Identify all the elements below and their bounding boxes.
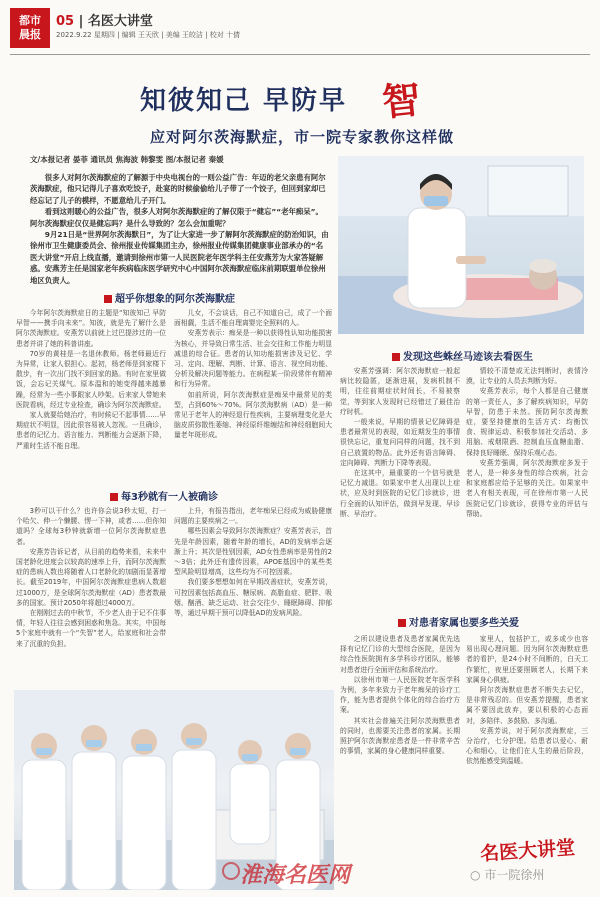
section-marker-icon: [110, 493, 118, 501]
section-title-text: 对患者家属也要多些关爱: [409, 618, 519, 629]
section-logo: 名医大讲堂: [479, 836, 576, 866]
section-title-text: 每3秒就有一人被确诊: [121, 492, 218, 503]
masthead: [10, 8, 590, 54]
body-paragraph: 在刚刚过去的中秋节，不少老人由于记不住事情，年轻人往往会感到困惑和焦急。其实，中国每5个家庭中就有一个“失智”老人，给家庭和社会带来了沉重的负担。: [16, 609, 166, 648]
body-paragraph: 3秒可以干什么？也许你会说3秒太短，打一个哈欠、伸一个懒腰、愣一下神，或者……但你知道吗？全球每3秒钟就新增一位阿尔茨海默症患者。: [16, 507, 166, 546]
page-header: [56, 10, 153, 29]
body-paragraph: 在这其中，最重要的一个信号就是记忆力减退。如果家中老人出现以上症状，应及时到医院的记忆门诊就诊，进行全面的认知评估，做到早发现、早诊断、早治疗。: [340, 469, 460, 518]
body-paragraph: 安燕芳表示，每个人都是自己健康的第一责任人，多了解疾病知识，早防早智，防患于未然。预防阿尔茨海默症，要坚持健康的生活方式：均衡饮食、规律运动、积极参加社交活动、多用脑、戒烟限酒、控制血压血糖血脂、保持良好睡眠、保持乐观心态。: [466, 387, 588, 457]
watermark-site-name: 淮海名医网: [240, 862, 351, 888]
lead-paragraph: 9月21日是“世界阿尔茨海默日”，为了让大家进一步了解阿尔茨海默症的防治知识，由徐州市卫生健康委员会、徐州报业传媒集团主办，徐州报业传媒集团健康事业部承办的“名医大讲堂”开启上线直播，邀请到徐州市第一人民医院老年医学科主任安燕芳为大家答疑解惑。安燕芳主任是国家老年疾病临床医学研究中心中国阿尔茨海默症临床前期联盟单位徐州地区负责人。: [30, 230, 329, 285]
column-c: [16, 506, 166, 686]
column-h: [466, 634, 588, 834]
section-marker-icon: [398, 619, 406, 627]
column-e: [340, 366, 460, 606]
body-paragraph: 今年阿尔茨海默症日的主题是“知彼知己 早防早智——携手向未来”。知彼，就是先了解什么是阿尔茨海默症。安燕芳以前就上过巴提涉过的一位患者并讲了她的科普讲座。: [16, 309, 166, 348]
body-paragraph: 如前所说，阿尔茨海默症是痴呆中最常见的类型，占到60%～70%。阿尔茨海默病（AD）是一种常见于老年人的神经退行性疾病，主要病理变化是大脑皮质弥散性萎缩、神经原纤维缠结和神经细胞间大量老年斑形成。: [174, 390, 332, 440]
body-paragraph: 之所以建设患者及患者家属优先选择有记忆门诊的大型综合医院，是因为综合性医院拥有多学科诊疗团队，能够对患者进行全面评估和系统治疗。: [340, 635, 460, 674]
body-paragraph: 70岁的黄桂是一名退休教师。杨老师最近行为异常，让家人很担心。起初，杨老师是到家楼下散步，有一次出门找不到回家的路。有时在家里做饭，会忘记关煤气。原本温和的她变得越来越暴躁，经常为一些小事跟家人吵架。后来家人带她来医院看病，经过专业检查，确诊为阿尔茨海默症。: [16, 349, 166, 409]
column-f: [466, 366, 588, 606]
watermark-account-name: 市一院徐州: [484, 868, 545, 882]
body-paragraph: 阿尔茨海默症患者不断失去记忆，是非常残忍的。但安燕芳提醒，患者家属不要因此放弃，要以积极的心态面对，多陪伴、多鼓励、多沟通。: [466, 686, 588, 725]
section-title-3: [392, 348, 533, 363]
body-paragraph: 我们要多想想如何在早期改善症状，安燕芳说，可控因素包括高血压、糖尿病、高脂血症、肥胖、吸烟、酗酒、缺乏运动、社会交往少、睡眠障碍、抑郁等，通过早期干预可以降低AD的发病风险。: [174, 578, 332, 618]
lead-text: [30, 172, 330, 286]
body-paragraph: 安燕芳说，对于阿尔茨海默症，三分治疗，七分护理。给患者以爱心、耐心和细心，让他们在人生的最后阶段，依然能感受到温暖。: [466, 726, 588, 766]
headline-accent-character: 智: [380, 76, 423, 125]
headline-main: 知彼知己 早防早: [140, 86, 348, 116]
section-title-text: 发现这些蛛丝马迹该去看医生: [403, 352, 533, 363]
column-a: [16, 308, 166, 451]
body-paragraph: 其实社会普遍关注阿尔茨海默患者的同时，也需要关注患者的家属。长期照护阿尔茨海默症患者是一件非常辛苦的事情，家属的身心健康同样重要。: [340, 716, 460, 756]
body-paragraph: 安燕芳强调：阿尔茨海默症一般起病比较隐匿，逐渐进展，发病机制不明，往往前期症状时间长，不易被察觉，等到家人发现时已经错过了最佳治疗时机。: [340, 367, 460, 416]
body-paragraph: 家人就要给她治疗，有时候记不起事情……早期症状不明显，因此很容易被人忽视。一旦确诊，患者的记忆力、语言能力、判断能力会逐渐下降，严重时生活不能自理。: [16, 411, 166, 450]
body-paragraph: 情较不清楚或无法判断时，表情冷漠，让专业的人员去判断为好。: [466, 367, 588, 386]
body-paragraph: 儿女，不会谈话，自己不知道自己，成了一个面面相觑，生活不能自理离婴完全照料的人。: [174, 309, 332, 328]
newspaper-logo: [10, 8, 50, 48]
section-title-text: 超乎你想象的阿尔茨海默症: [115, 294, 235, 305]
section-marker-icon: [392, 353, 400, 361]
section-marker-icon: [104, 295, 112, 303]
section-name: 名医大讲堂: [87, 14, 153, 29]
body-paragraph: 以徐州市第一人民医院老年医学科为例，多年来致力于老年痴呆的诊疗工作，能为患者提供个体化的综合治疗方案。: [340, 675, 460, 715]
page-divider-bar: |: [78, 14, 88, 29]
column-b: [174, 308, 332, 441]
body-paragraph: 安燕芳表示：痴呆是一种以获得性认知功能损害为核心，并导致日常生活、社会交往和工作能力明显减退的综合征。患者的认知功能损害涉及记忆、学习、定向、理解、判断、计算、语言、视空间功能、分析及解决问题等能力。在病程某一阶段常伴有精神和行为异常。: [174, 329, 332, 389]
body-paragraph: 安燕芳强调，阿尔茨海默症多发于老人，是一种多身性的综合疾病，社会和家庭都应给予足够的关注。如果家中老人有相关表现，可在徐州市第一人民医院记忆门诊就诊，获得专业的评估与帮助。: [466, 458, 588, 518]
section-title-1: [104, 290, 235, 305]
body-paragraph: 哪些因素会导致阿尔茨海默症？安燕芳表示，首先是年龄因素，随着年龄的增长，AD的发病率会逐渐上升；其次是性别因素，AD女性患病率是男性的2～3倍；此外还有遗传因素，APOE基因中的某些类型风险明显增高，这些均为不可控因素。: [174, 527, 332, 577]
section-title-2: [110, 488, 218, 503]
logo-line-2: 晨报: [19, 28, 41, 41]
photo-illustration: [338, 156, 584, 334]
subheadline: 应对阿尔茨海默症，市一院专家教你这样做: [150, 128, 455, 146]
lead-paragraph: 看到这则暖心的公益广告，很多人对阿尔茨海默症的了解仅限于“健忘”“老年痴呆”。阿尔茨海默症仅仅是健忘吗？是什么导致的？怎么会加重呢？: [30, 207, 323, 228]
watermark-logo-icon: [222, 862, 240, 880]
byline: 文/本报记者 晏菲 通讯员 焦海波 韩黎雯 图/本报记者 秦媛: [30, 155, 224, 164]
page-number: 05: [56, 14, 75, 29]
column-d: [174, 506, 332, 686]
logo-line-1: 都市: [19, 14, 41, 27]
body-paragraph: 上升，有报告指出，老年痴呆已经成为威胁健康问题的主要疾病之一。: [174, 507, 332, 526]
masthead-rule: [10, 54, 590, 55]
section-title-4: [398, 614, 519, 629]
edit-credits: 2022.9.22 星期四 | 编辑 王天欣 | 美编 王皎洁 | 校对 十倩: [56, 31, 240, 39]
watermark-account: [470, 866, 544, 883]
body-paragraph: 家里人，包括护工，或多或少也容易出现心理问题。因为阿尔茨海默症患者的看护，是24小时不间断的，白天工作繁忙，夜里还要照顾老人，长期下来家属身心俱疲。: [466, 635, 588, 684]
wechat-icon: ○: [470, 868, 481, 882]
body-paragraph: 一般来说，早期的情景记忆障碍是患者最常见的表现，如近期发生的事情很快忘记，重复问同样的问题，找不到自己放置的物品。此外还有语言障碍、定向障碍、判断力下降等表现。: [340, 418, 460, 467]
body-paragraph: 安燕芳告诉记者，从目前的趋势来看，未来中国老龄化进度会以较高的速率上升，而阿尔茨海默症的患病人数也将随着人口老龄化的加剧而显著增长。截至2019年，中国阿尔茨海默症患病人数超过1000万，是全球阿尔茨海默症（AD）患者数最多的国家。预计2050年将超过4000万。: [16, 547, 166, 607]
lead-paragraph: 很多人对阿尔茨海默症的了解源于中央电视台的一则公益广告：年迈的老父亲患有阿尔茨海默症，他只记得儿子喜欢吃饺子，赴宴的时候偷偷给儿子带了一个饺子，但回到家却已经忘记了儿子的模样，不愿意给儿子开门。: [30, 173, 326, 205]
column-g: [340, 634, 460, 862]
photo-doctor-with-patient: [338, 156, 584, 334]
